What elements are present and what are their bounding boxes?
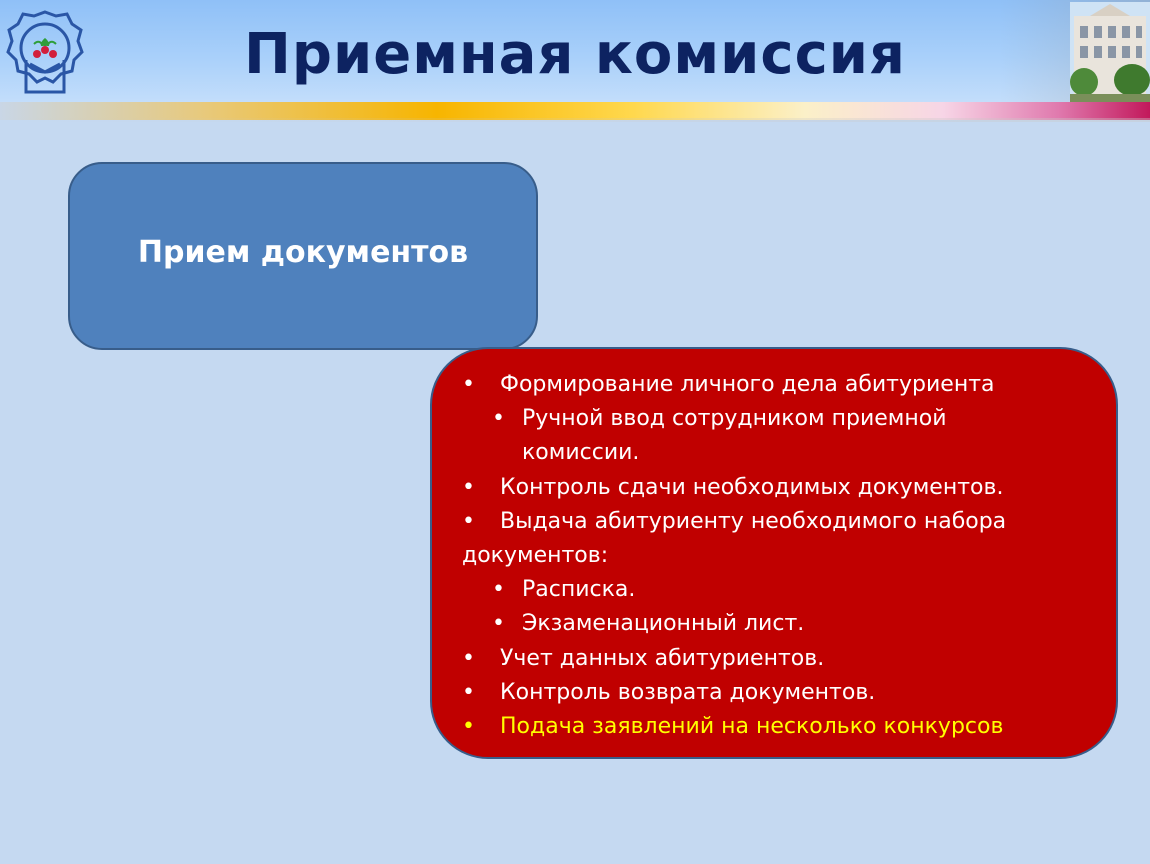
bullet: • (462, 680, 475, 705)
bullet: • (462, 509, 475, 534)
list-item-highlight: Подача заявлений на несколько конкурсов (500, 714, 1004, 739)
list-item: Выдача абитуриенту необходимого набора (500, 509, 1007, 534)
list-item: Расписка. (522, 577, 636, 602)
bullet: • (492, 611, 505, 636)
list-item: документов: (462, 543, 609, 568)
bullet: • (462, 475, 475, 500)
list-item: Контроль сдачи необходимых документов. (500, 475, 1004, 500)
page-title: Приемная комиссия (244, 22, 906, 87)
list-item: Экзаменационный лист. (522, 611, 805, 636)
documents-intake-box (68, 162, 538, 350)
list-item: Контроль возврата документов. (500, 680, 876, 705)
list-item: Формирование личного дела абитуриента (500, 372, 995, 397)
header-stripe-shadow (0, 118, 1150, 122)
list-item: Учет данных абитуриентов. (500, 646, 825, 671)
tasks-box (430, 347, 1118, 759)
bullet: • (462, 646, 475, 671)
bullet: • (492, 406, 505, 431)
list-item: комиссии. (522, 440, 640, 465)
documents-intake-label: Прием документов (137, 234, 469, 270)
list-item: Ручной ввод сотрудником приемной (522, 406, 947, 431)
bullet: • (492, 577, 505, 602)
bullet: • (462, 714, 475, 739)
building-photo (1070, 2, 1150, 102)
bullet: • (462, 372, 475, 397)
tasks-list (432, 349, 1116, 757)
